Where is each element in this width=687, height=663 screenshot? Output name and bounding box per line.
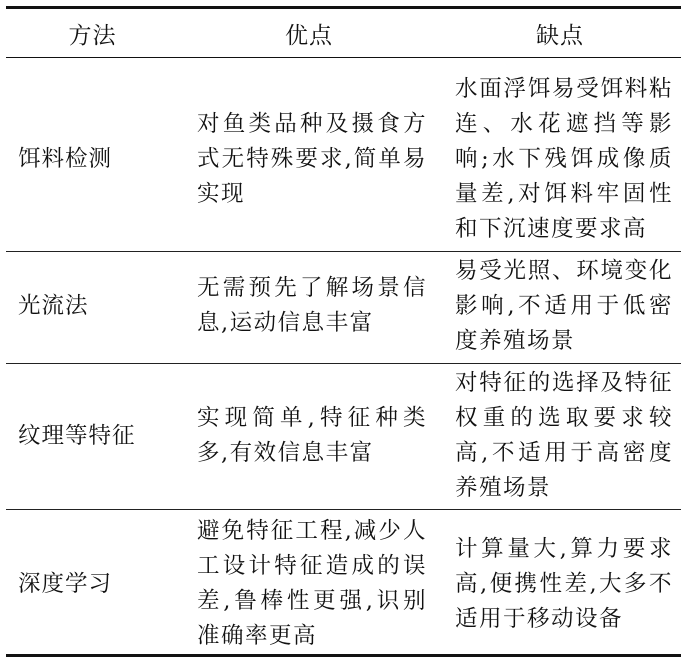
cons-cell [439,363,681,509]
table-row [6,251,681,361]
pros-cell [179,69,439,249]
pros-text: 无需预先了解场景信息,运动信息丰富 [197,275,427,336]
method-text: 纹理等特征 [18,422,136,449]
cons-text: 易受光照、环境变化影响,不适用于低密度养殖场景 [455,257,673,354]
row-divider [6,509,681,510]
pros-text: 避免特征工程,减少人工设计特征造成的误差,鲁棒性更强,识别准确率更高 [197,518,427,649]
method-cell [6,251,179,361]
header-cell-pros [179,9,439,57]
header-cons-label: 缺点 [536,22,584,49]
method-cell [6,69,179,249]
table-row [6,69,681,249]
cons-cell [439,69,681,249]
cons-text: 水面浮饵易受饵料粘连、水花遮挡等影响;水下残饵成像质量差,对饵料牢固性和下沉速度要求高 [455,75,673,242]
cons-cell [439,511,681,657]
method-text: 饵料检测 [18,145,113,172]
cons-text: 计算量大,算力要求高,便携性差,大多不适用于移动设备 [455,535,673,632]
header-method-label: 方法 [68,22,117,49]
table-header-row [6,9,681,57]
method-cell [6,363,179,509]
pros-cell [179,251,439,361]
method-cell [6,511,179,657]
pros-cell [179,363,439,509]
pros-text: 对鱼类品种及摄食方式无特殊要求,简单易实现 [197,110,427,207]
cons-cell [439,251,681,361]
method-text: 光流法 [18,292,89,319]
header-cell-method [6,9,179,57]
comparison-table [6,6,681,657]
pros-text: 实现简单,特征种类多,有效信息丰富 [197,405,427,466]
pros-cell [179,511,439,657]
header-pros-label: 优点 [285,22,333,49]
header-cell-cons [439,9,681,57]
cons-text: 对特征的选择及特征权重的选取要求较高,不适用于高密度养殖场景 [455,370,673,501]
method-text: 深度学习 [18,570,113,597]
table-row [6,363,681,509]
table-row [6,511,681,657]
header-divider [6,57,681,58]
